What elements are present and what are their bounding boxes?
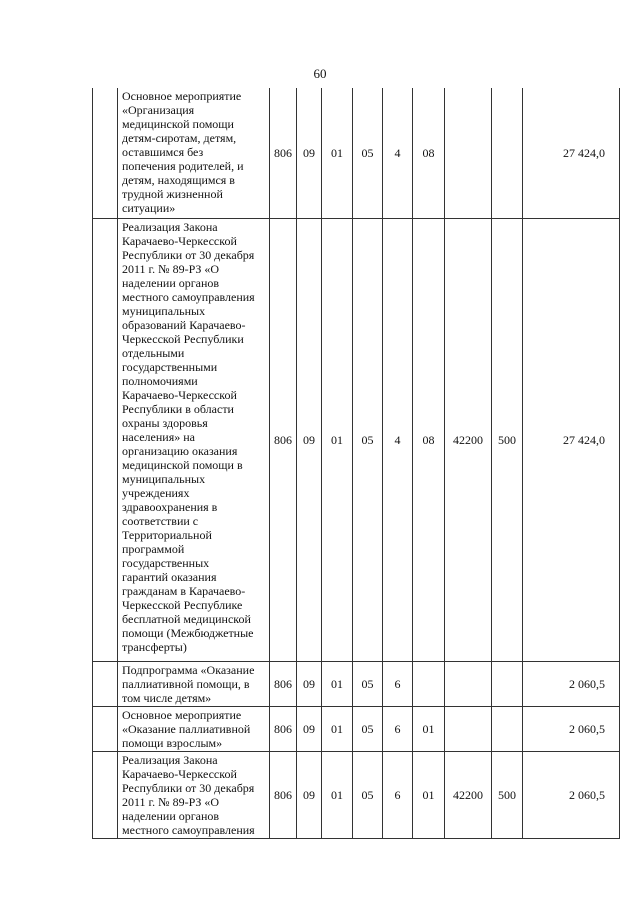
row-number-cell: [93, 661, 118, 706]
expense-name-line: том числе детям»: [122, 690, 212, 705]
expense-name-cell: [118, 661, 270, 706]
subsection-code-cell: 01: [322, 751, 353, 838]
table-row: [93, 218, 620, 661]
expense-name-line: отдельными: [122, 345, 185, 360]
row-number-cell: [93, 88, 118, 218]
expense-name-line: программой: [122, 541, 185, 556]
target-code-cell: [445, 661, 492, 706]
expense-name-line: местного самоуправления: [122, 289, 255, 304]
expense-name-line: ситуации»: [122, 201, 176, 215]
amount-cell: 2 060,5: [523, 661, 620, 706]
ministry-code-cell: 806: [270, 706, 297, 751]
expense-name-line: Реализация Закона: [122, 219, 218, 234]
expense-name-line: охраны здоровья: [122, 415, 208, 430]
expense-name-line: помощи взрослым»: [122, 735, 223, 750]
expense-name-line: Реализация Закона: [122, 752, 218, 767]
expense-name-line: организацию оказания: [122, 443, 238, 458]
expense-name-cell: [118, 88, 270, 218]
subsection-code-cell: 01: [322, 88, 353, 218]
expense-name-line: учреждениях: [122, 485, 190, 500]
expense-name-line: здравоохранения в: [122, 499, 218, 514]
ministry-code-cell: 806: [270, 751, 297, 838]
program-code-cell: 05: [353, 88, 383, 218]
expense-name-line: оставшимся без: [122, 145, 204, 159]
expense-name-cell: [118, 218, 270, 661]
event-code-cell: 08: [413, 88, 445, 218]
expense-name-line: наделении органов: [122, 808, 220, 823]
subsection-code-cell: 01: [322, 706, 353, 751]
event-code-cell: [413, 661, 445, 706]
expense-name-line: бесплатной медицинской: [122, 611, 251, 626]
row-number-cell: [93, 751, 118, 838]
event-code-cell: 08: [413, 218, 445, 661]
expense-name-cell: [118, 751, 270, 838]
expense-name-line: медицинской помощи в: [122, 457, 243, 472]
expense-name-line: «Оказание паллиативной: [122, 721, 251, 736]
expense-name-line: муниципальных: [122, 303, 206, 318]
expense-name-line: полномочиями: [122, 373, 198, 388]
amount-cell: 27 424,0: [523, 88, 620, 218]
expense-name-line: детям, находящимся в: [122, 173, 235, 187]
table-row: [93, 751, 620, 838]
expense-name-line: Основное мероприятие: [122, 707, 242, 722]
expense-name-line: «Организация: [122, 103, 195, 117]
expense-name-line: Черкесской Республике: [122, 597, 243, 612]
subprogram-code-cell: 6: [383, 661, 413, 706]
program-code-cell: 05: [353, 706, 383, 751]
expense-name-line: Подпрограмма «Оказание: [122, 662, 255, 677]
expense-name-line: государственными: [122, 359, 218, 374]
subprogram-code-cell: 4: [383, 218, 413, 661]
amount-cell: 27 424,0: [523, 218, 620, 661]
row-number-cell: [93, 706, 118, 751]
expense-name-line: попечения родителей, и: [122, 159, 244, 173]
expense-name-line: Республики от 30 декабря: [122, 247, 255, 262]
expense-name-line: муниципальных: [122, 471, 206, 486]
subsection-code-cell: 01: [322, 661, 353, 706]
expense-name-line: Основное мероприятие: [122, 89, 242, 103]
expense-name-line: населения» на: [122, 429, 195, 444]
expense-name-line: Карачаево-Черкесской: [122, 233, 237, 248]
expense-type-code-cell: 500: [492, 751, 523, 838]
expense-type-code-cell: [492, 661, 523, 706]
event-code-cell: 01: [413, 706, 445, 751]
expense-name-line: детям-сиротам, детям,: [122, 131, 237, 145]
expense-name-line: помощи (Межбюджетные: [122, 625, 254, 640]
expense-name-line: гражданам в Карачаево-: [122, 583, 246, 598]
expense-name-line: трансферты): [122, 639, 187, 654]
target-code-cell: [445, 706, 492, 751]
program-code-cell: 05: [353, 661, 383, 706]
section-code-cell: 09: [297, 661, 322, 706]
expense-name-line: соответствии с: [122, 513, 199, 528]
row-number-cell: [93, 218, 118, 661]
table-body: [93, 88, 620, 838]
program-code-cell: 05: [353, 218, 383, 661]
expense-type-code-cell: 500: [492, 218, 523, 661]
ministry-code-cell: 806: [270, 661, 297, 706]
target-code-cell: 42200: [445, 218, 492, 661]
expense-name-line: местного самоуправления: [122, 822, 255, 837]
budget-table: [92, 88, 620, 839]
ministry-code-cell: 806: [270, 88, 297, 218]
target-code-cell: [445, 88, 492, 218]
expense-name-line: гарантий оказания: [122, 569, 217, 584]
subprogram-code-cell: 6: [383, 751, 413, 838]
expense-name-line: медицинской помощи: [122, 117, 234, 131]
section-code-cell: 09: [297, 218, 322, 661]
subprogram-code-cell: 4: [383, 88, 413, 218]
program-code-cell: 05: [353, 751, 383, 838]
target-code-cell: 42200: [445, 751, 492, 838]
table-row: [93, 88, 620, 218]
section-code-cell: 09: [297, 706, 322, 751]
expense-name-line: 2011 г. № 89-РЗ «О: [122, 261, 220, 276]
table-row: [93, 706, 620, 751]
section-code-cell: 09: [297, 751, 322, 838]
expense-name-line: Черкесской Республики: [122, 331, 244, 346]
ministry-code-cell: 806: [270, 218, 297, 661]
amount-cell: 2 060,5: [523, 706, 620, 751]
expense-name-line: 2011 г. № 89-РЗ «О: [122, 794, 220, 809]
section-code-cell: 09: [297, 88, 322, 218]
expense-name-line: государственных: [122, 555, 210, 570]
expense-name-line: наделении органов: [122, 275, 220, 290]
page-number: 60: [313, 66, 327, 81]
subsection-code-cell: 01: [322, 218, 353, 661]
expense-name-line: трудной жизненной: [122, 187, 223, 201]
expense-name-line: образований Карачаево-: [122, 317, 246, 332]
expense-name-cell: [118, 706, 270, 751]
subprogram-code-cell: 6: [383, 706, 413, 751]
expense-type-code-cell: [492, 706, 523, 751]
expense-name-line: паллиативной помощи, в: [122, 676, 250, 691]
amount-cell: 2 060,5: [523, 751, 620, 838]
expense-name-line: Карачаево-Черкесской: [122, 766, 237, 781]
expense-name-line: Республики от 30 декабря: [122, 780, 255, 795]
expense-name-line: Республики в области: [122, 401, 234, 416]
event-code-cell: 01: [413, 751, 445, 838]
expense-name-line: Территориальной: [122, 527, 212, 542]
expense-name-line: Карачаево-Черкесской: [122, 387, 237, 402]
expense-type-code-cell: [492, 88, 523, 218]
table-row: [93, 661, 620, 706]
